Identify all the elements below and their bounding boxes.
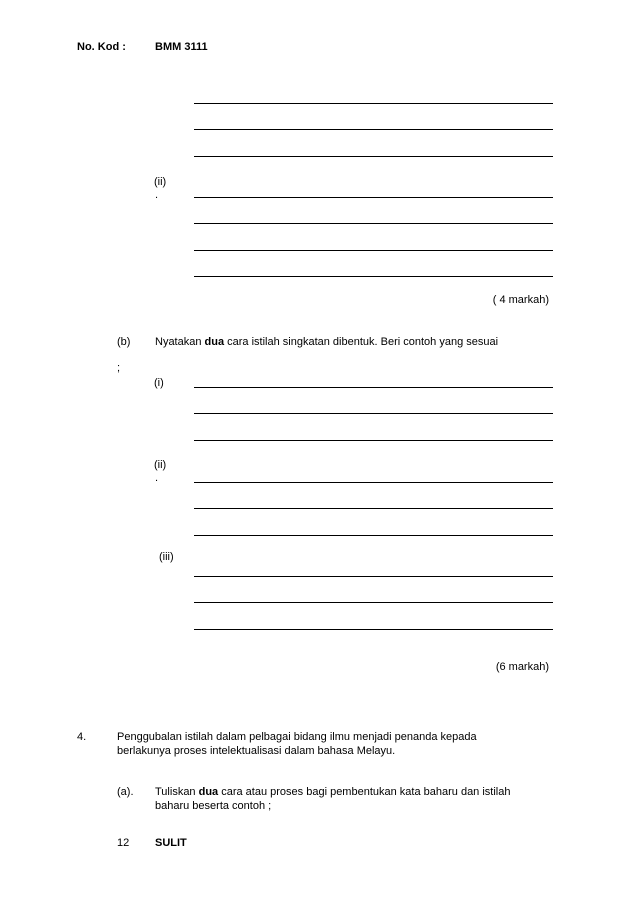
item-ii-dot: . xyxy=(155,472,159,484)
question-text: cara istilah singkatan dibentuk. Beri contoh yang sesuai xyxy=(224,336,499,348)
answer-line xyxy=(194,413,553,414)
answer-line xyxy=(194,276,553,277)
answer-line xyxy=(194,440,553,441)
item-ii-label: (ii) xyxy=(154,459,167,471)
item-iii-label: (iii) xyxy=(159,551,174,563)
answer-line xyxy=(194,129,553,130)
question-text: Nyatakan xyxy=(155,336,205,348)
answer-line xyxy=(194,156,553,157)
item-i-label: (i) xyxy=(154,377,164,389)
question-4-line-2: berlakunya proses intelektualisasi dalam bahasa Melayu. xyxy=(117,745,396,757)
answer-line xyxy=(194,602,553,603)
sub-a-label: (a). xyxy=(117,786,134,798)
item-ii-dot: . xyxy=(155,189,159,201)
part-b-question xyxy=(155,336,498,349)
answer-line xyxy=(194,508,553,509)
answer-line xyxy=(194,103,553,104)
answer-line xyxy=(194,250,553,251)
answer-line xyxy=(194,482,553,483)
marks-a: ( 4 markah) xyxy=(492,294,549,306)
sub-a-line-1 xyxy=(155,786,510,799)
answer-line xyxy=(194,223,553,224)
code-label: No. Kod : xyxy=(77,41,126,53)
answer-line xyxy=(194,535,553,536)
classification-label: SULIT xyxy=(155,837,187,849)
item-ii-label: (ii) xyxy=(154,176,167,188)
answer-line xyxy=(194,629,553,630)
marks-b: (6 markah) xyxy=(495,661,549,673)
question-4-number: 4. xyxy=(77,731,87,743)
page-number: 12 xyxy=(117,837,130,849)
question-emphasis: dua xyxy=(198,786,219,798)
question-text: Tuliskan xyxy=(155,786,199,798)
question-4-line-1: Penggubalan istilah dalam pelbagai bidang ilmu menjadi penanda kepada xyxy=(117,731,477,743)
answer-line xyxy=(194,387,553,388)
part-b-semicolon: ; xyxy=(117,362,121,374)
sub-a-line-2: baharu beserta contoh ; xyxy=(155,800,272,812)
answer-line xyxy=(194,576,553,577)
code-value: BMM 3111 xyxy=(155,41,208,53)
question-emphasis: dua xyxy=(204,336,225,348)
answer-line xyxy=(194,197,553,198)
question-text: cara atau proses bagi pembentukan kata baharu dan istilah xyxy=(218,786,511,798)
part-b-label: (b) xyxy=(117,336,131,348)
